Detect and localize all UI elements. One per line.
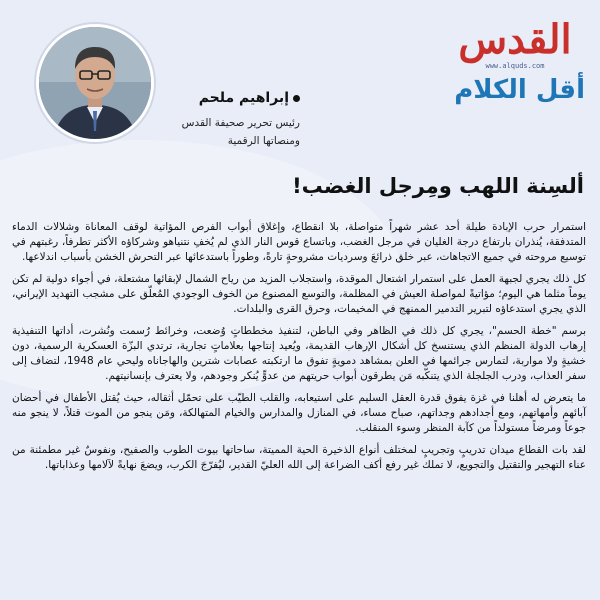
article-headline: ألسِنة اللهب ومِرجل الغضب! bbox=[292, 174, 584, 198]
article-paragraph: كل ذلك يجري لجبهة العمل على استمرار اشتعال الموقدة، واستجلاب المزيد من رياح الشمال لإبقائها مشتعلة، في أجواء دولية لم تكن يوماً مثلما هي اليوم؛ مؤاتيةً لمواصلة العيش في المظلمة، والتوسع المصنوع من الخوف الوجودي المُعلّق على مشجب التهديد الإيراني، الذي يجري استدعاؤه لتبرير التدمير الممنهج في المخيمات، وحرق القرى والبلدات. bbox=[12, 273, 586, 315]
article-paragraph: استمرار حرب الإبادة طيلة أحد عشر شهراً متواصلة، بلا انقطاع، وإغلاق أبواب الفرص المؤاتية لوقف المعاناة وشلالات الدماء المتدفقة، يُنذران بارتفاع درجة الغليان في مرجل الغضب، وباتساع قوس النار الذي لم يُخفِ نتنياهو وشركاؤه الأكثر تطرفاً، رغبتهم في توسيع مروحته في جميع الاتجاهات، عبر خلق ذرائعَ وسرديات مشروحةٍ تارةً، وطوراً باستدعائها عبر التحرش الخشن بأسباب اندلاعها. bbox=[12, 221, 586, 263]
logo-url: www.alquds.com bbox=[485, 62, 545, 70]
article-paragraph: برسم "خطة الحسم"، يجري كل ذلك في الظاهر وفي الباطن، لتنفيذ مخططاتٍ وُضعت، وخرائط رُسمت ونُشرت، أداتها التنفيذية إرهاب الدولة المنظم الذي يستنسخ كل أشكال الإرهاب القديمة، ويُعيد إنتاجها بعلاماتٍ تجارية، ترتدي البزّة العسكرية الرسمية، دون خشيةٍ ولا مواربة، لتمارس جرائمها في العلن بمشاهد دمويةٍ تفوق ما ارتكبته عصابات شترين والهاجاناه وليحي عام 1948، لتضاف إلى سفر العذاب، ودرب الجلجلة الذي يتنكّبه مَن يطرقون أبواب حريتهم من عدوٍّ يُنكر وجودهم، ولا يعترف بإنسانيتهم. bbox=[12, 325, 586, 382]
logo-wordmark: القدس bbox=[458, 16, 572, 63]
author-role bbox=[150, 114, 300, 150]
author-role-line1: رئيس تحرير صحيفة القدس bbox=[181, 117, 300, 129]
article-paragraph: لقد بات القطاع ميدان تدريبٍ وتجريبٍ لمختلف أنواع الذخيرة الحية المميتة، ساحاتها بيوت الطوب والصفيح، ونفوسٌ غير مطمئنة من عناء التهجير والتقتيل والتجويع، لا تملك غير رفع أكف الضراعة إلى الله العليّ القدير، ليُفرّجَ الكرب، ويضعَ نهايةً لآلامها وعذاباتها. bbox=[12, 444, 586, 471]
author-role-line2: ومنصاتها الرقمية bbox=[227, 135, 300, 147]
bullet-icon bbox=[293, 95, 300, 102]
author-portrait-icon bbox=[39, 27, 151, 139]
author-name bbox=[150, 88, 300, 108]
author-name-text: إبراهيم ملحم bbox=[198, 90, 289, 106]
author-photo bbox=[36, 24, 154, 142]
author-block bbox=[150, 88, 300, 150]
article-body bbox=[12, 220, 586, 480]
masthead-logo bbox=[440, 18, 590, 70]
article-paragraph: ما يتعرض له أهلنا في غزة يفوق قدرة العقل السليم على استيعابه، والقلب الطيّب على تحمّل أثقاله، حيث يُقتل الأطفال في أحضان آبائهم وأمهاتهم، ومع أجدادهم وجداتهم، صباح مساء، في المنازل والمدارس والخيام المتهالكة، ومَن ينجو من الموت قتلاً، لا ينجو منه جوعاً ومرضاً مستولداً من كآبة المنظر وسوء المنقلب. bbox=[12, 392, 586, 434]
column-title: أقل الكلام bbox=[454, 75, 585, 105]
